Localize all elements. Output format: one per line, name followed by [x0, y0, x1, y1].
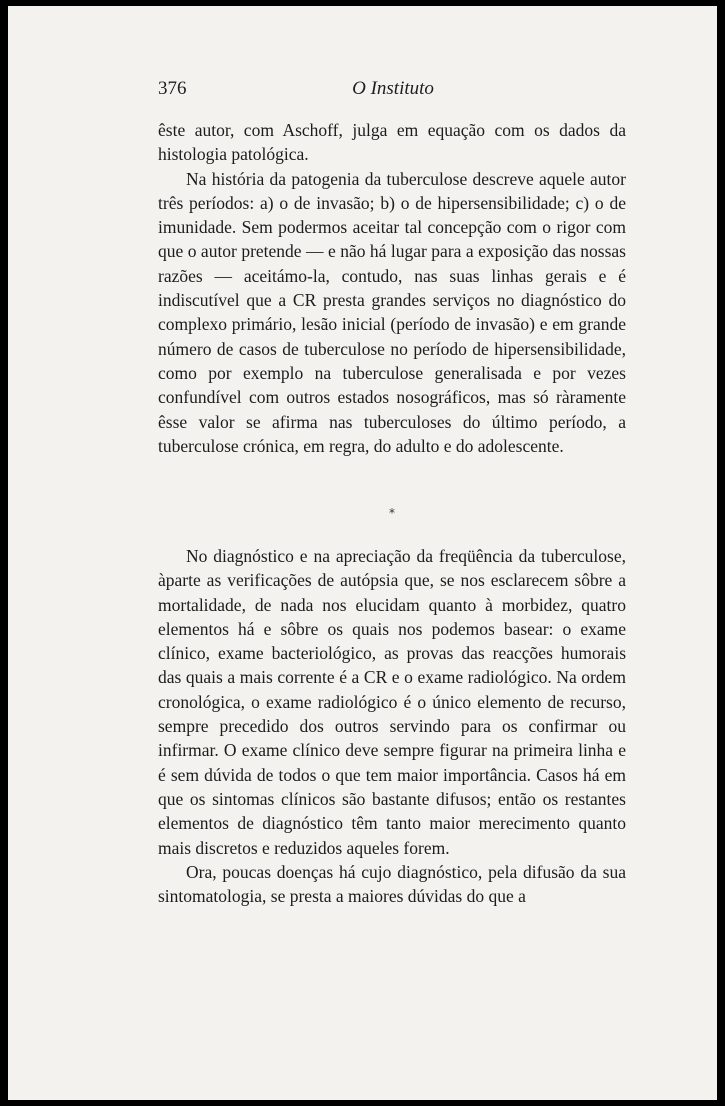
running-title: O Instituto [352, 78, 434, 99]
text-block-bottom [158, 544, 626, 908]
text-block-top [158, 118, 626, 458]
paragraph-patogenia: Na história da patogenia da tuberculose descreve aquele autor três períodos: a) o de invasão; b) o de hipersensibilidade; c) o de imunidade. Sem podermos aceitar tal concepção com o rigor com que o autor pretende — e não há lugar para a exposição das nossas razões — aceitámo-la, contudo, nas suas linhas gerais e é indiscutível que a CR presta grandes serviços no diagnóstico do complexo primário, lesão inicial (período de invasão) e em grande número de casos de tuberculose no período de hipersensibilidade, como por exemplo na tuberculose generalisada e por vezes confundível com outros estados nosográficos, mas só ràramente êsse valor se afirma nas tuberculoses do último período, a tuberculose crónica, em regra, do adulto e do adolescente. [158, 168, 626, 456]
paragraph-continuation: êste autor, com Aschoff, julga em equação com os dados da histologia patológica. [158, 120, 626, 165]
page-header [158, 78, 628, 102]
paragraph-ora: Ora, poucas doenças há cujo diagnóstico, pela difusão da sua sintomatologia, se presta a maiores dúvidas do que a [158, 861, 626, 907]
section-separator-asterisk: * [389, 506, 395, 520]
page-number: 376 [158, 78, 187, 99]
paragraph-diagnostico: No diagnóstico e na apreciação da freqüência da tuberculose, àparte as verificações de autópsia que, se nos esclarecem sôbre a mortalidade, de nada nos elucidam quanto à morbidez, quatro elementos há e sôbre os quais nos podemos basear: o exame clínico, exame bacteriológico, as provas das reacções humorais das quais a mais corrente é a CR e o exame radiológico. Na ordem cronológica, o exame radiológico é o único elemento de recurso, sempre precedido dos outros servindo para os confirmar ou infirmar. O exame clínico deve sempre figurar na primeira linha e é sem dúvida de todos o que tem maior importância. Casos há em que os sintomas clínicos são bastante difusos; então os restantes elementos de diagnóstico têm tanto maior merecimento quanto mais discretos e reduzidos aqueles forem. [158, 546, 626, 858]
book-page [8, 6, 717, 1100]
